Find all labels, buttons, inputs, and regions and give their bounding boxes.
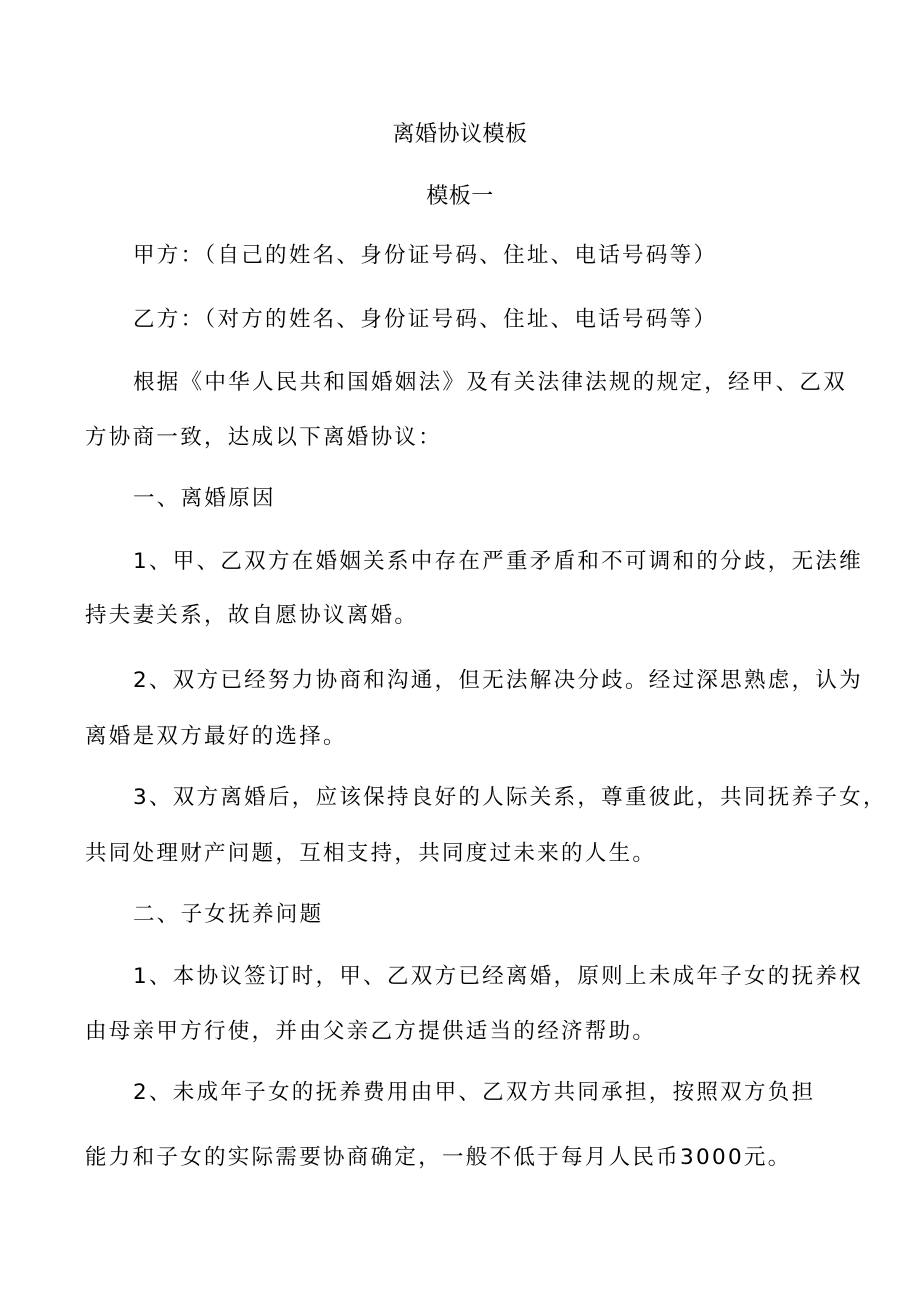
section-1-item-1-line: 持夫妻关系，故自愿协议离婚。 bbox=[85, 603, 419, 628]
section-2-item-1-line: 由母亲甲方行使，并由父亲乙方提供适当的经济帮助。 bbox=[85, 1019, 657, 1044]
section-1-item-3-line: 3、双方离婚后，应该保持良好的人际关系，尊重彼此，共同抚养子女， bbox=[133, 785, 887, 810]
section-1-item-1-line: 1、甲、乙双方在婚姻关系中存在严重矛盾和不可调和的分歧，无法维 bbox=[133, 549, 863, 574]
section-1-item-2-line: 离婚是双方最好的选择。 bbox=[85, 724, 347, 749]
document-subtitle: 模板一 bbox=[426, 184, 494, 209]
party-b-line: 乙方：（对方的姓名、身份证号码、住址、电话号码等） bbox=[133, 307, 718, 332]
section-1-heading: 一、离婚原因 bbox=[133, 486, 276, 511]
intro-paragraph-line: 根据《中华人民共和国婚姻法》及有关法律法规的规定，经甲、乙双 bbox=[133, 370, 848, 395]
intro-paragraph-line: 方协商一致，达成以下离婚协议： bbox=[85, 425, 443, 450]
section-2-item-2-line: 能力和子女的实际需要协商确定，一般不低于每月人民币3000元。 bbox=[85, 1145, 792, 1170]
document-title: 离婚协议模板 bbox=[392, 122, 528, 147]
party-a-line: 甲方：（自己的姓名、身份证号码、住址、电话号码等） bbox=[133, 243, 718, 268]
section-2-heading: 二、子女抚养问题 bbox=[133, 902, 324, 927]
section-1-item-2-line: 2、双方已经努力协商和沟通，但无法解决分歧。经过深思熟虑，认为 bbox=[133, 668, 863, 693]
section-2-item-1-line: 1、本协议签订时，甲、乙双方已经离婚，原则上未成年子女的抚养权 bbox=[133, 964, 863, 989]
section-2-item-2-line: 2、未成年子女的抚养费用由甲、乙双方共同承担，按照双方负担 bbox=[133, 1080, 816, 1105]
section-1-item-3-line: 共同处理财产问题，互相支持，共同度过未来的人生。 bbox=[85, 841, 657, 866]
